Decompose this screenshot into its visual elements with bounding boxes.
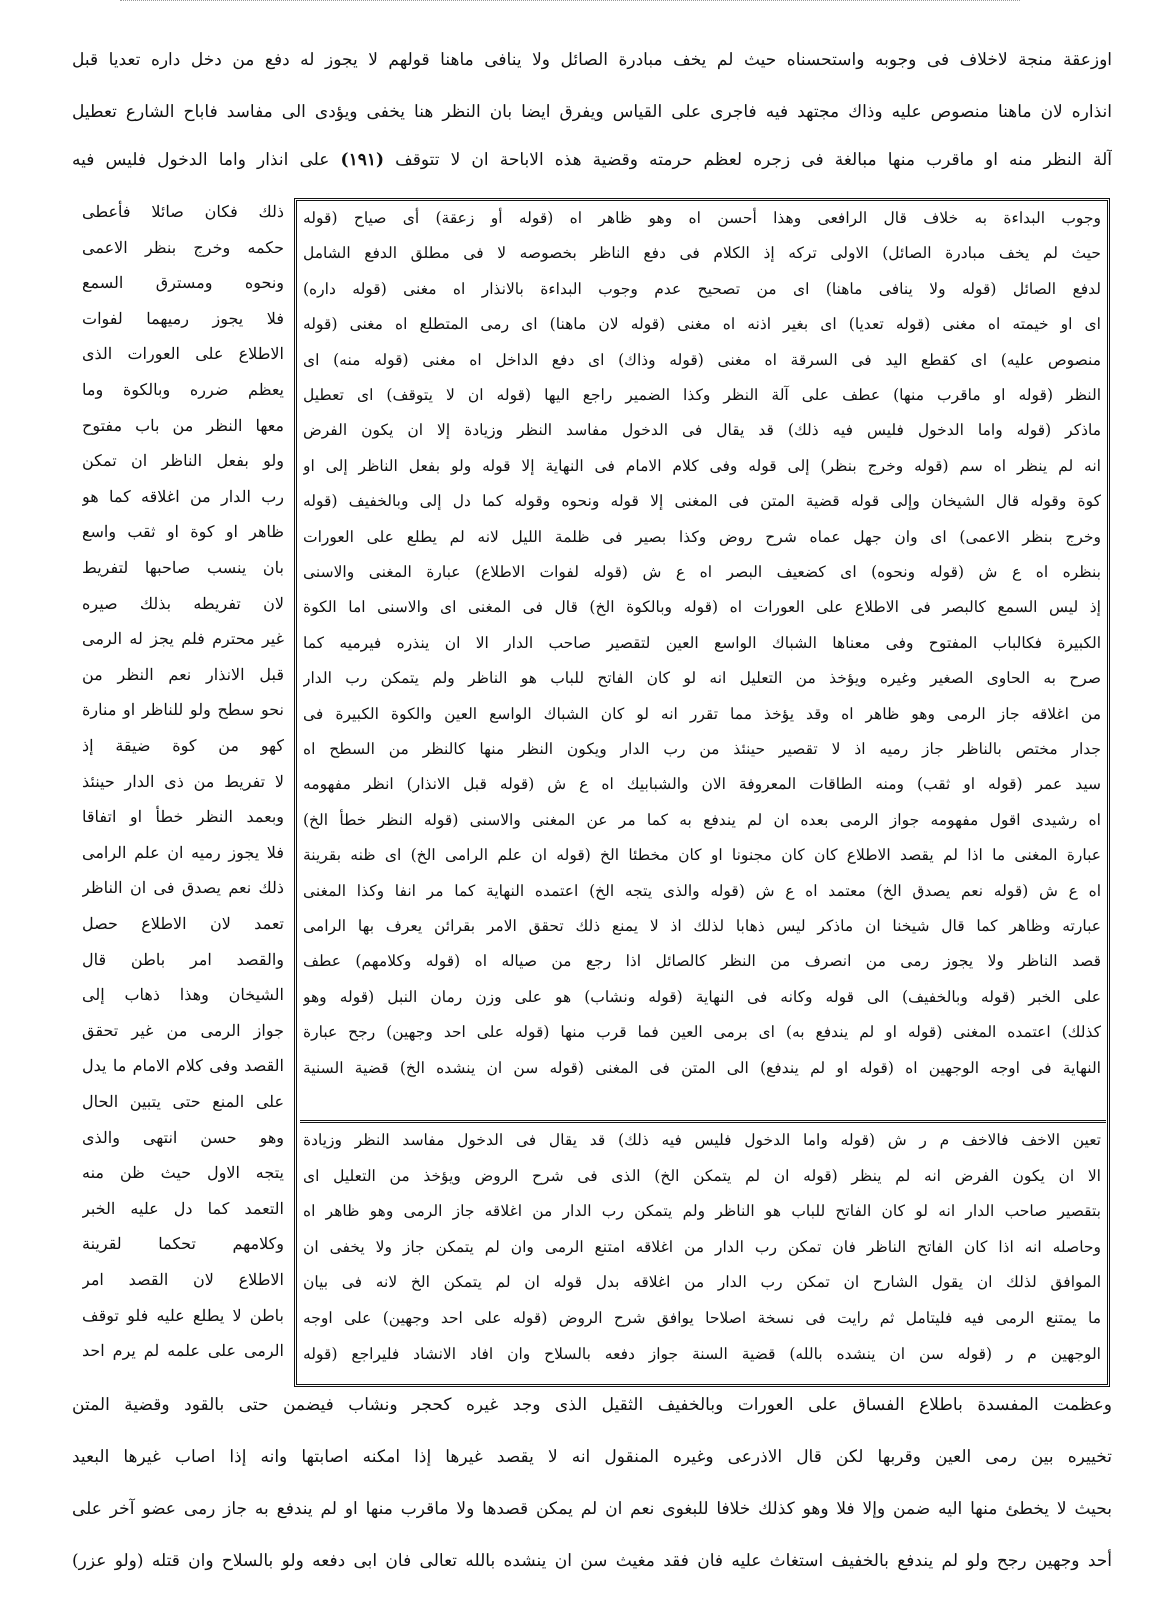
commentary-line: الموافق لذلك ان يقول الشارح ان تمكن رب الدار من اغلاقه بدل قوله ان لم يتمكن الخ لانه فى بيان <box>303 1273 1101 1292</box>
commentary-line: لدفع الصائل (قوله ولا ينافى ماهنا) اى من تصحيح عدم وجوب البداءة بالانذار اه مغنى (قوله داره) <box>303 279 1101 298</box>
main-text-fragment: آلة النظر منه او ماقرب منها مبالغة فى زجره لعظم حرمته وقضية هذه الاباحة ان لا تتوقف <box>395 150 1112 170</box>
side-text-line: يتجه الاول حيث ظن منه <box>82 1163 284 1183</box>
commentary-divider <box>300 1120 1106 1123</box>
side-text-line: والقصد امر باطن قال <box>82 949 284 969</box>
side-text-line: الرمى على علمه لم يرم احد <box>82 1341 284 1361</box>
side-text-line: ولو بفعل الناظر ان تمكن <box>82 451 284 471</box>
side-text-line: القصد وفى كلام الامام ما يدل <box>82 1056 284 1076</box>
side-text-line: لا تفريط من ذى الدار حينئذ <box>82 771 284 791</box>
side-text-line: تعمد لان الاطلاع حصل <box>82 914 284 933</box>
commentary-line: النظر (قوله او ماقرب منها) عطف على آلة النظر وكذا الضمير راجع اليها (قوله ان لا يتوقف) اى تعطيل <box>303 386 1101 404</box>
side-text-line: جواز الرمى من غير تحقق <box>82 1020 284 1040</box>
commentary-line: الوجهين م ر (قوله سن ان ينشده بالله) قضية السنة جواز دفعه بالسلاح وان افاد الانشاد فليراجع (قوله <box>303 1344 1101 1363</box>
main-text-line: بحيث لا يخطئ منها اليه ضمن وإلا فلا وهو كذلك خلافا للبغوى نعم ان لم يمكن قصدها ولا ماقرب منها او لم يندفع به جاز رمى عضو آخر على <box>72 1499 1112 1519</box>
side-text-line: رب الدار من اغلاقه كما هو <box>82 486 284 506</box>
side-text-line: ذلك فكان صائلا فأعطى <box>82 202 284 221</box>
main-text-fragment: على انذار واما الدخول فليس فيه <box>72 150 330 170</box>
commentary-line: من اغلاقه جاز الرمى وهو ظاهر اه وقد يؤخذ مما تقرر انه لو كان الشباك الواسع العين والكوة الكبيرة فى <box>303 704 1101 723</box>
side-text-line: التعمد كما دل عليه الخبر <box>82 1198 284 1218</box>
main-text-line: وعظمت المفسدة باطلاع الفساق على العورات وبالخفيف الثقيل الذى وجد غيره كحجر ونشاب فيضمن حتى بالقود وقضية المتن <box>72 1395 1112 1415</box>
commentary-line: تعين الاخف فالاخف م ر ش (قوله واما الدخول فليس فيه ذلك) قد يقال فى الدخول مفاسد النظر وزيادة <box>303 1131 1101 1149</box>
side-text-line: وكلامهم تحكما لقرينة <box>82 1234 284 1254</box>
page-number: (١٩١) <box>340 150 385 170</box>
commentary-line: عبارته وظاهر كما قال شيخنا ان ماذكر ليس ذهابا لذلك اذ لا يمنع ذلك تحقق الامر بقرائن يعرف بها الرامى <box>303 917 1101 935</box>
main-text-line: انذاره لان ماهنا منصوص عليه وذاك مجتهد فيه فاجرى على القياس ويفرق ايضا بان النظر هنا يخفى ويؤدى الى مفاسد فاباح الشارع تعطيل <box>72 102 1112 122</box>
commentary-line: النهاية فى اوجه الوجهين اه (قوله او لم يندفع) الى المتن فى المغنى (قوله سن ان ينشده الخ) قضية السنية <box>303 1058 1101 1077</box>
commentary-line: اه رشيدى اقول مفهومه جواز الرمى بعده ان لم يندفع به كما مر عن المغنى والاسنى (قوله النظر خطأ الخ) <box>303 810 1101 829</box>
side-text-line: يعظم ضرره وبالكوة وما <box>82 380 284 399</box>
side-text-line: باطن لا يطلع عليه فلو توقف <box>82 1305 284 1325</box>
side-text-line: فلا يجوز رميه ان علم الرامى <box>82 842 284 862</box>
commentary-line: صرح به الحاوى الصغير وغيره ويؤخذ من التعليل انه لو كان الفاتح للباب هو الناظر ولم يتمكن رب الدار <box>303 669 1101 688</box>
side-text-line: بان ينسب صاحبها لتفريط <box>82 558 284 577</box>
side-text-line: وهو حسن انتهى والذى <box>82 1127 284 1147</box>
commentary-line: جدار مختص بالناظر جاز رميه اذ لا تقصير حينئذ من رب الدار ويكون النظر منها كالنظر من السطح اه <box>303 740 1101 758</box>
commentary-line: بنظره اه ع ش (قوله ونحوه) اى كضعيف البصر اه ع ش (قوله لفوات الاطلاع) عبارة المغنى والاسنى <box>303 563 1101 581</box>
main-text-line: أحد وجهين رجح ولو لم يندفع بالخفيف استغاث عليه فان فقد مغيث سن ان ينشده بالله تعالى فان ابى دفعه ولو بالسلاح وان قتله (ولو عزر) <box>72 1551 1112 1571</box>
side-text-line: ذلك نعم يصدق فى ان الناظر <box>82 878 284 898</box>
commentary-line: عبارة المغنى ما اذا لم يقصد الاطلاع كان كان مجنونا او كان مخطئا الخ (قوله ان علم الرامى الخ) اى ظنه بقرينة <box>303 846 1101 865</box>
commentary-line: ماذكر (قوله واما الدخول فليس فيه ذلك) قد يقال فى الدخول مفاسد النظر وزيادة إلا ان يكون الفرض <box>303 421 1101 440</box>
side-text-line: الاطلاع لان القصد امر <box>82 1270 284 1289</box>
commentary-line: قصد الناظر ولا يجوز رمى من انصرف من النظر كالصائل اذا رجع من صياله اه (قوله وكلامهم) عطف <box>303 952 1101 971</box>
commentary-line: بتقصير صاحب الدار انه لو كان الفاتح للباب هو الناظر ولم يتمكن رب الدار من اغلاقه جاز الرمى وهو ظاهر اه <box>303 1202 1101 1221</box>
side-text-line: فلا يجوز رميهما لفوات <box>82 308 284 328</box>
main-text-line: تخييره بين رمى العين وقربها لكن قال الاذرعى وغيره المنقول انه لا يقصد غيرها إذا امكنه اصابتها وانه إذا اصاب غيرها البعيد <box>72 1447 1112 1467</box>
side-text-line: قبل الانذار نعم النظر من <box>82 664 284 684</box>
commentary-line: حيث لم يخف مبادرة الصائل) الاولى تركه إذ الكلام فى دفع الناظر بخصوصه لا فى مطلق الدفع الشامل <box>303 244 1101 263</box>
side-text-line: معها النظر من باب مفتوح <box>82 415 284 435</box>
commentary-line: كذلك) اعتمده المغنى (قوله او لم يندفع به) اى برمى العين فما قرب منها (قوله على احد وجهين) رجح عبارة <box>303 1023 1101 1042</box>
commentary-line: الكبيرة فكالباب المفتوح وفى معناها الشباك الواسع العين لتقصير صاحب الدار الا ان ينذره فيرميه كما <box>303 633 1101 652</box>
side-text-line: غير محترم فلم يجز له الرمى <box>82 629 284 649</box>
commentary-line: اى او خيمته اه مغنى (قوله تعديا) اى بغير اذنه اه مغنى (قوله لان ماهنا) اى رمى المتطلع اه مغنى (قوله <box>303 315 1101 334</box>
commentary-line: الا ان يكون الفرض انه لم ينظر (قوله ان لم يتمكن الخ) الذى فى شرح الروض ويؤخذ من التعليل اى <box>303 1166 1101 1185</box>
commentary-line: إذ ليس السمع كالبصر فى الاطلاع على العورات اه (قوله وبالكوة الخ) قال فى المغنى اى والاسنى اما الكوة <box>303 598 1101 617</box>
commentary-line: منصوص عليه) اى كقطع اليد فى السرقة اه مغنى (قوله وذاك) اى دفع الداخل اه مغنى (قوله منه) اى <box>303 350 1101 369</box>
commentary-line: انه لم ينظر اه سم (قوله وخرج بنظر) إلى قوله وفى كلام الامام فى النهاية إلا قوله ولو بفعل الناظر إلى او <box>303 456 1101 475</box>
main-text-line-with-page-number <box>72 148 1112 172</box>
commentary-line: على الخبر (قوله وبالخفيف) الى قوله وكانه فى النهاية (قوله ونشاب) هو على وزن رمان النبل (قوله وهو <box>303 987 1101 1006</box>
side-text-line: ونحوه ومسترق السمع <box>82 273 284 293</box>
commentary-line: وجوب البداءة به خلاف قال الرافعى وهذا أحسن اه وهو ظاهر اه (قوله أو زعقة) أى صياح (قوله <box>303 209 1101 227</box>
side-text-line: لان تفريطه بذلك صيره <box>82 593 284 613</box>
commentary-line: وخرج بنظر الاعمى) اى وان جهل عماه شرح روض وكذا بصير فى ظلمة الليل لانه لم يطلع على العورات <box>303 527 1101 546</box>
top-rule <box>120 0 1020 9</box>
side-text-line: الاطلاع على العورات الذى <box>82 344 284 364</box>
commentary-line: ما يمتنع الرمى فيه فليتامل ثم رايت فى نسخة اصلاحا يوافق شرح الروض (قوله على احد وجهين) على اوجه <box>303 1309 1101 1327</box>
side-text-line: على المنع حتى يتبين الحال <box>82 1092 284 1111</box>
commentary-line: كوة وقوله قال الشيخان وإلى قوله قضية المتن فى المغنى إلا قوله ونحوه وقوله كما دل إلى وبالخفيف (قوله <box>303 492 1101 511</box>
commentary-line: وحاصله انه اذا كان الفاتح الناظر فان تمكن رب الدار من اغلاقه امتنع الرمى وان لم يتمكن جاز ولا يخفى ان <box>303 1237 1101 1256</box>
side-text-line: كهو من كوة ضيقة إذ <box>82 736 284 755</box>
side-text-line: حكمه وخرج بنظر الاعمى <box>82 237 284 257</box>
commentary-line: اه ع ش (قوله نعم يصدق الخ) معتمد اه ع ش (قوله والذى يتجه الخ) اعتمده النهاية كما مر انفا وكذا المغنى <box>303 881 1101 900</box>
main-text-line: اوزعقة منجة لاخلاف فى وجوبه واستحسناه حيث لم يخف مبادرة الصائل ولا ينافى ماهنا قولهم لا يجوز له دفع من دخل داره تعديا قبل <box>72 50 1112 70</box>
side-text-line: الشيخان وهذا ذهاب إلى <box>82 985 284 1005</box>
commentary-line: سيد عمر (قوله او ثقب) ومنه الطاقات المعروفة الان والشبابيك اه ع ش (قوله قبل الانذار) انظر مفهومه <box>303 775 1101 794</box>
side-text-line: وبعمد النظر خطأ او اتفاقا <box>82 807 284 827</box>
side-text-line: نحو سطح ولو للناظر او منارة <box>82 700 284 720</box>
side-text-line: ظاهر او كوة او ثقب واسع <box>82 522 284 542</box>
